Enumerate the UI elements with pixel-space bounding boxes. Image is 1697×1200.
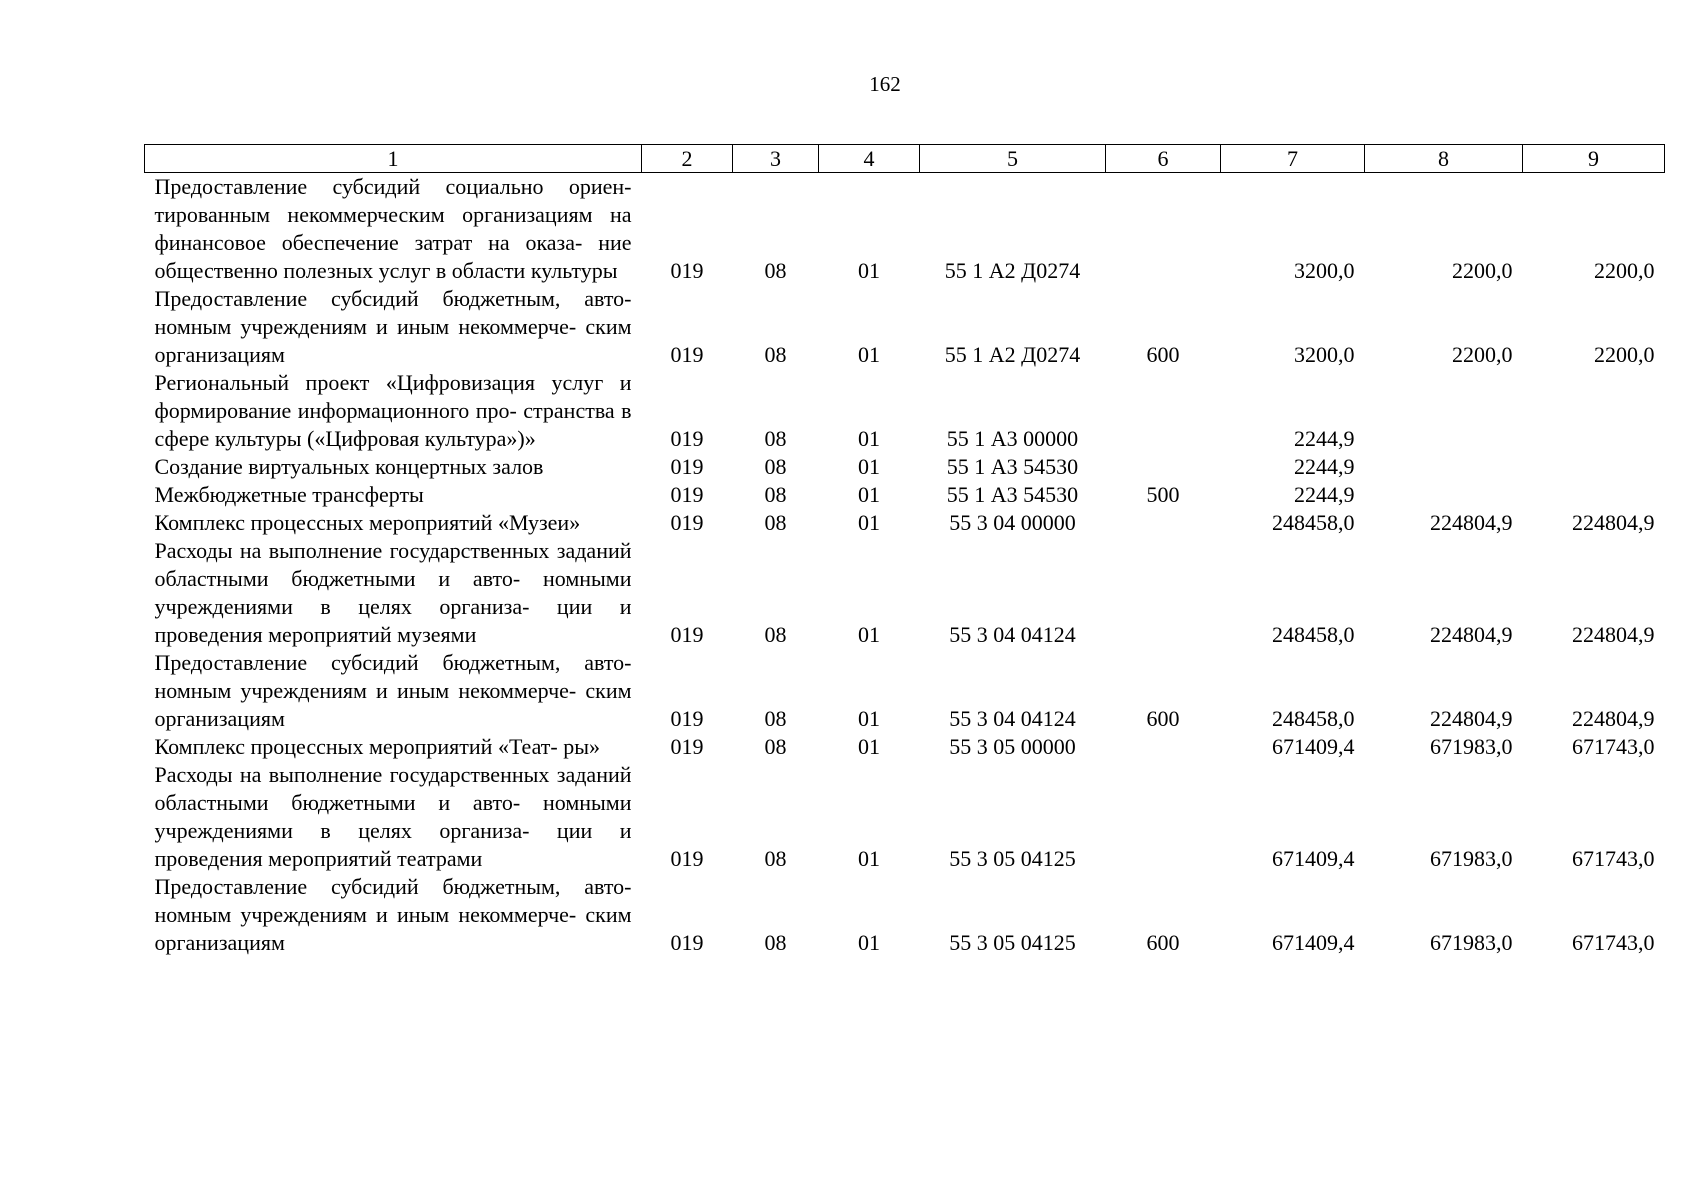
cell-subsection: 01 bbox=[858, 342, 880, 367]
cell-expense-type bbox=[1106, 173, 1221, 286]
cell-amount-2: 224804,9 bbox=[1430, 622, 1513, 647]
cell-subsection: 01 bbox=[858, 930, 880, 955]
item-name-line: Межбюджетные трансферты bbox=[154, 482, 424, 507]
cell-expense-type: 600 bbox=[1146, 706, 1180, 731]
cell-amount-2: 2200,0 bbox=[1452, 258, 1513, 283]
item-name-line: тированным некоммерческим организациям bbox=[154, 202, 593, 227]
item-name-line: ским организациям bbox=[154, 314, 632, 367]
item-name-line: Расходы на выполнение государственных bbox=[154, 762, 550, 787]
item-name-line: Предоставление субсидий социально ориен- bbox=[154, 174, 632, 199]
item-name-line: ским организациям bbox=[154, 902, 632, 955]
cell-amount-2: 671983,0 bbox=[1430, 846, 1513, 871]
cell-admin-code: 019 bbox=[670, 930, 704, 955]
cell-target-article: 55 1 А3 00000 bbox=[946, 426, 1079, 451]
cell-amount-2: 671983,0 bbox=[1430, 734, 1513, 759]
cell-amount-2: 671983,0 bbox=[1430, 930, 1513, 955]
table-row bbox=[145, 733, 1665, 761]
cell-section: 08 bbox=[764, 846, 787, 871]
cell-amount-1: 671409,4 bbox=[1272, 734, 1355, 759]
table-row bbox=[145, 173, 1665, 286]
column-header-7: 7 bbox=[1221, 145, 1365, 173]
table-header bbox=[145, 145, 1665, 173]
cell-admin-code: 019 bbox=[670, 706, 704, 731]
cell-expense-type: 600 bbox=[1146, 930, 1180, 955]
cell-item-name bbox=[145, 481, 642, 509]
cell-section: 08 bbox=[764, 706, 787, 731]
cell-item-name bbox=[145, 453, 642, 481]
cell-item-name bbox=[145, 537, 642, 649]
cell-amount-2: 2200,0 bbox=[1452, 342, 1513, 367]
cell-admin-code: 019 bbox=[670, 482, 704, 507]
cell-section: 08 bbox=[764, 482, 787, 507]
table-row bbox=[145, 369, 1665, 453]
cell-section: 08 bbox=[764, 734, 787, 759]
cell-item-name bbox=[145, 733, 642, 761]
cell-subsection: 01 bbox=[858, 846, 880, 871]
cell-amount-2 bbox=[1365, 481, 1523, 509]
cell-admin-code: 019 bbox=[670, 510, 704, 535]
cell-amount-1: 2244,9 bbox=[1294, 482, 1355, 507]
cell-amount-1: 2244,9 bbox=[1294, 426, 1355, 451]
page-number: 162 bbox=[869, 72, 901, 96]
cell-expense-type bbox=[1106, 761, 1221, 873]
table-row bbox=[145, 481, 1665, 509]
cell-admin-code: 019 bbox=[670, 426, 704, 451]
cell-target-article: 55 1 А2 Д0274 bbox=[944, 342, 1081, 367]
item-name-line: номным учреждениям и иным некоммерче- bbox=[154, 678, 577, 703]
item-name-line: культуры bbox=[530, 258, 618, 283]
item-name-line: и формирование информационного про- bbox=[154, 370, 632, 423]
cell-expense-type bbox=[1106, 733, 1221, 761]
item-name-line: ры» bbox=[563, 734, 601, 759]
budget-table bbox=[144, 144, 1665, 957]
item-name-line: на финансовое обеспечение затрат на оказа- bbox=[154, 202, 632, 255]
cell-item-name bbox=[145, 509, 642, 537]
cell-section: 08 bbox=[764, 510, 787, 535]
column-header-9: 9 bbox=[1523, 145, 1665, 173]
cell-amount-3: 224804,9 bbox=[1572, 622, 1655, 647]
cell-section: 08 bbox=[764, 930, 787, 955]
cell-expense-type: 600 bbox=[1146, 342, 1180, 367]
cell-amount-3: 2200,0 bbox=[1594, 342, 1655, 367]
cell-subsection: 01 bbox=[858, 454, 880, 479]
item-name-line: ции и проведения мероприятий театрами bbox=[154, 818, 632, 871]
item-name-line: номным учреждениям и иным некоммерче- bbox=[154, 902, 577, 927]
item-name-line: ским организациям bbox=[154, 678, 632, 731]
column-header-3: 3 bbox=[733, 145, 819, 173]
item-name-line: номными учреждениями в целях организа- bbox=[154, 566, 632, 619]
cell-amount-3 bbox=[1523, 453, 1665, 481]
cell-amount-2 bbox=[1365, 369, 1523, 453]
item-name-line: заданий областными бюджетными и авто- bbox=[154, 538, 632, 591]
item-name-line: ции и проведения мероприятий музеями bbox=[154, 594, 632, 647]
cell-target-article: 55 3 04 04124 bbox=[949, 706, 1076, 731]
cell-amount-3: 671743,0 bbox=[1572, 846, 1655, 871]
cell-amount-2: 224804,9 bbox=[1430, 510, 1513, 535]
item-name-line: Комплекс процессных мероприятий «Теат- bbox=[154, 734, 558, 759]
column-header-1: 1 bbox=[145, 145, 642, 173]
item-name-line: странства в сфере культуры («Цифровая bbox=[154, 398, 632, 451]
table-body bbox=[145, 173, 1665, 958]
cell-expense-type bbox=[1106, 537, 1221, 649]
table-row bbox=[145, 285, 1665, 369]
cell-subsection: 01 bbox=[858, 622, 880, 647]
cell-target-article: 55 3 05 04125 bbox=[949, 930, 1076, 955]
table-row bbox=[145, 873, 1665, 957]
cell-amount-1: 671409,4 bbox=[1272, 930, 1355, 955]
cell-subsection: 01 bbox=[858, 426, 880, 451]
item-name-line: Предоставление субсидий бюджетным, авто- bbox=[154, 286, 632, 311]
cell-expense-type bbox=[1106, 509, 1221, 537]
header-row bbox=[145, 145, 1665, 173]
column-header-5: 5 bbox=[920, 145, 1106, 173]
cell-admin-code: 019 bbox=[670, 846, 704, 871]
cell-amount-1: 3200,0 bbox=[1294, 258, 1355, 283]
cell-amount-3: 224804,9 bbox=[1572, 510, 1655, 535]
cell-subsection: 01 bbox=[858, 734, 880, 759]
table-row bbox=[145, 649, 1665, 733]
cell-amount-3 bbox=[1523, 481, 1665, 509]
cell-amount-1: 248458,0 bbox=[1272, 622, 1355, 647]
cell-item-name bbox=[145, 285, 642, 369]
cell-subsection: 01 bbox=[858, 510, 880, 535]
column-header-2: 2 bbox=[642, 145, 733, 173]
cell-admin-code: 019 bbox=[670, 342, 704, 367]
cell-section: 08 bbox=[764, 426, 787, 451]
cell-amount-2 bbox=[1365, 453, 1523, 481]
table-row bbox=[145, 761, 1665, 873]
cell-amount-1: 3200,0 bbox=[1294, 342, 1355, 367]
column-header-4: 4 bbox=[819, 145, 920, 173]
cell-section: 08 bbox=[764, 342, 787, 367]
cell-item-name bbox=[145, 369, 642, 453]
item-name-line: культура»)» bbox=[424, 426, 536, 451]
item-name-line: заданий областными бюджетными и авто- bbox=[154, 762, 632, 815]
cell-admin-code: 019 bbox=[670, 258, 704, 283]
cell-expense-type bbox=[1106, 369, 1221, 453]
cell-subsection: 01 bbox=[858, 258, 880, 283]
cell-amount-3: 2200,0 bbox=[1594, 258, 1655, 283]
cell-amount-1: 2244,9 bbox=[1294, 454, 1355, 479]
cell-item-name bbox=[145, 649, 642, 733]
cell-amount-2: 224804,9 bbox=[1430, 706, 1513, 731]
table-row bbox=[145, 537, 1665, 649]
item-name-line: Предоставление субсидий бюджетным, авто- bbox=[154, 650, 632, 675]
cell-item-name bbox=[145, 761, 642, 873]
cell-amount-3: 224804,9 bbox=[1572, 706, 1655, 731]
cell-section: 08 bbox=[764, 622, 787, 647]
item-name-line: Создание виртуальных концертных залов bbox=[154, 454, 544, 479]
item-name-line: ние общественно полезных услуг в области bbox=[154, 230, 632, 283]
cell-target-article: 55 3 05 00000 bbox=[949, 734, 1076, 759]
cell-section: 08 bbox=[764, 454, 787, 479]
cell-expense-type: 500 bbox=[1146, 482, 1180, 507]
cell-target-article: 55 1 А3 54530 bbox=[946, 454, 1079, 479]
cell-section: 08 bbox=[764, 258, 787, 283]
table-row bbox=[145, 509, 1665, 537]
item-name-line: Расходы на выполнение государственных bbox=[154, 538, 550, 563]
cell-subsection: 01 bbox=[858, 706, 880, 731]
cell-expense-type bbox=[1106, 453, 1221, 481]
cell-admin-code: 019 bbox=[670, 734, 704, 759]
cell-target-article: 55 1 А2 Д0274 bbox=[944, 258, 1081, 283]
item-name-line: номным учреждениям и иным некоммерче- bbox=[154, 314, 577, 339]
cell-target-article: 55 3 04 04124 bbox=[949, 622, 1076, 647]
cell-amount-3: 671743,0 bbox=[1572, 930, 1655, 955]
cell-admin-code: 019 bbox=[670, 622, 704, 647]
item-name-line: Региональный проект «Цифровизация услуг bbox=[154, 370, 604, 395]
cell-target-article: 55 1 А3 54530 bbox=[946, 482, 1079, 507]
item-name-line: Комплекс процессных мероприятий «Музеи» bbox=[154, 510, 581, 535]
cell-admin-code: 019 bbox=[670, 454, 704, 479]
table-row bbox=[145, 453, 1665, 481]
cell-target-article: 55 3 04 00000 bbox=[949, 510, 1076, 535]
cell-item-name bbox=[145, 173, 642, 286]
column-header-8: 8 bbox=[1365, 145, 1523, 173]
cell-amount-3: 671743,0 bbox=[1572, 734, 1655, 759]
cell-amount-1: 248458,0 bbox=[1272, 510, 1355, 535]
cell-subsection: 01 bbox=[858, 482, 880, 507]
cell-amount-1: 671409,4 bbox=[1272, 846, 1355, 871]
cell-target-article: 55 3 05 04125 bbox=[949, 846, 1076, 871]
cell-amount-1: 248458,0 bbox=[1272, 706, 1355, 731]
item-name-line: Предоставление субсидий бюджетным, авто- bbox=[154, 874, 632, 899]
column-header-6: 6 bbox=[1106, 145, 1221, 173]
cell-item-name bbox=[145, 873, 642, 957]
item-name-line: номными учреждениями в целях организа- bbox=[154, 790, 632, 843]
cell-amount-3 bbox=[1523, 369, 1665, 453]
